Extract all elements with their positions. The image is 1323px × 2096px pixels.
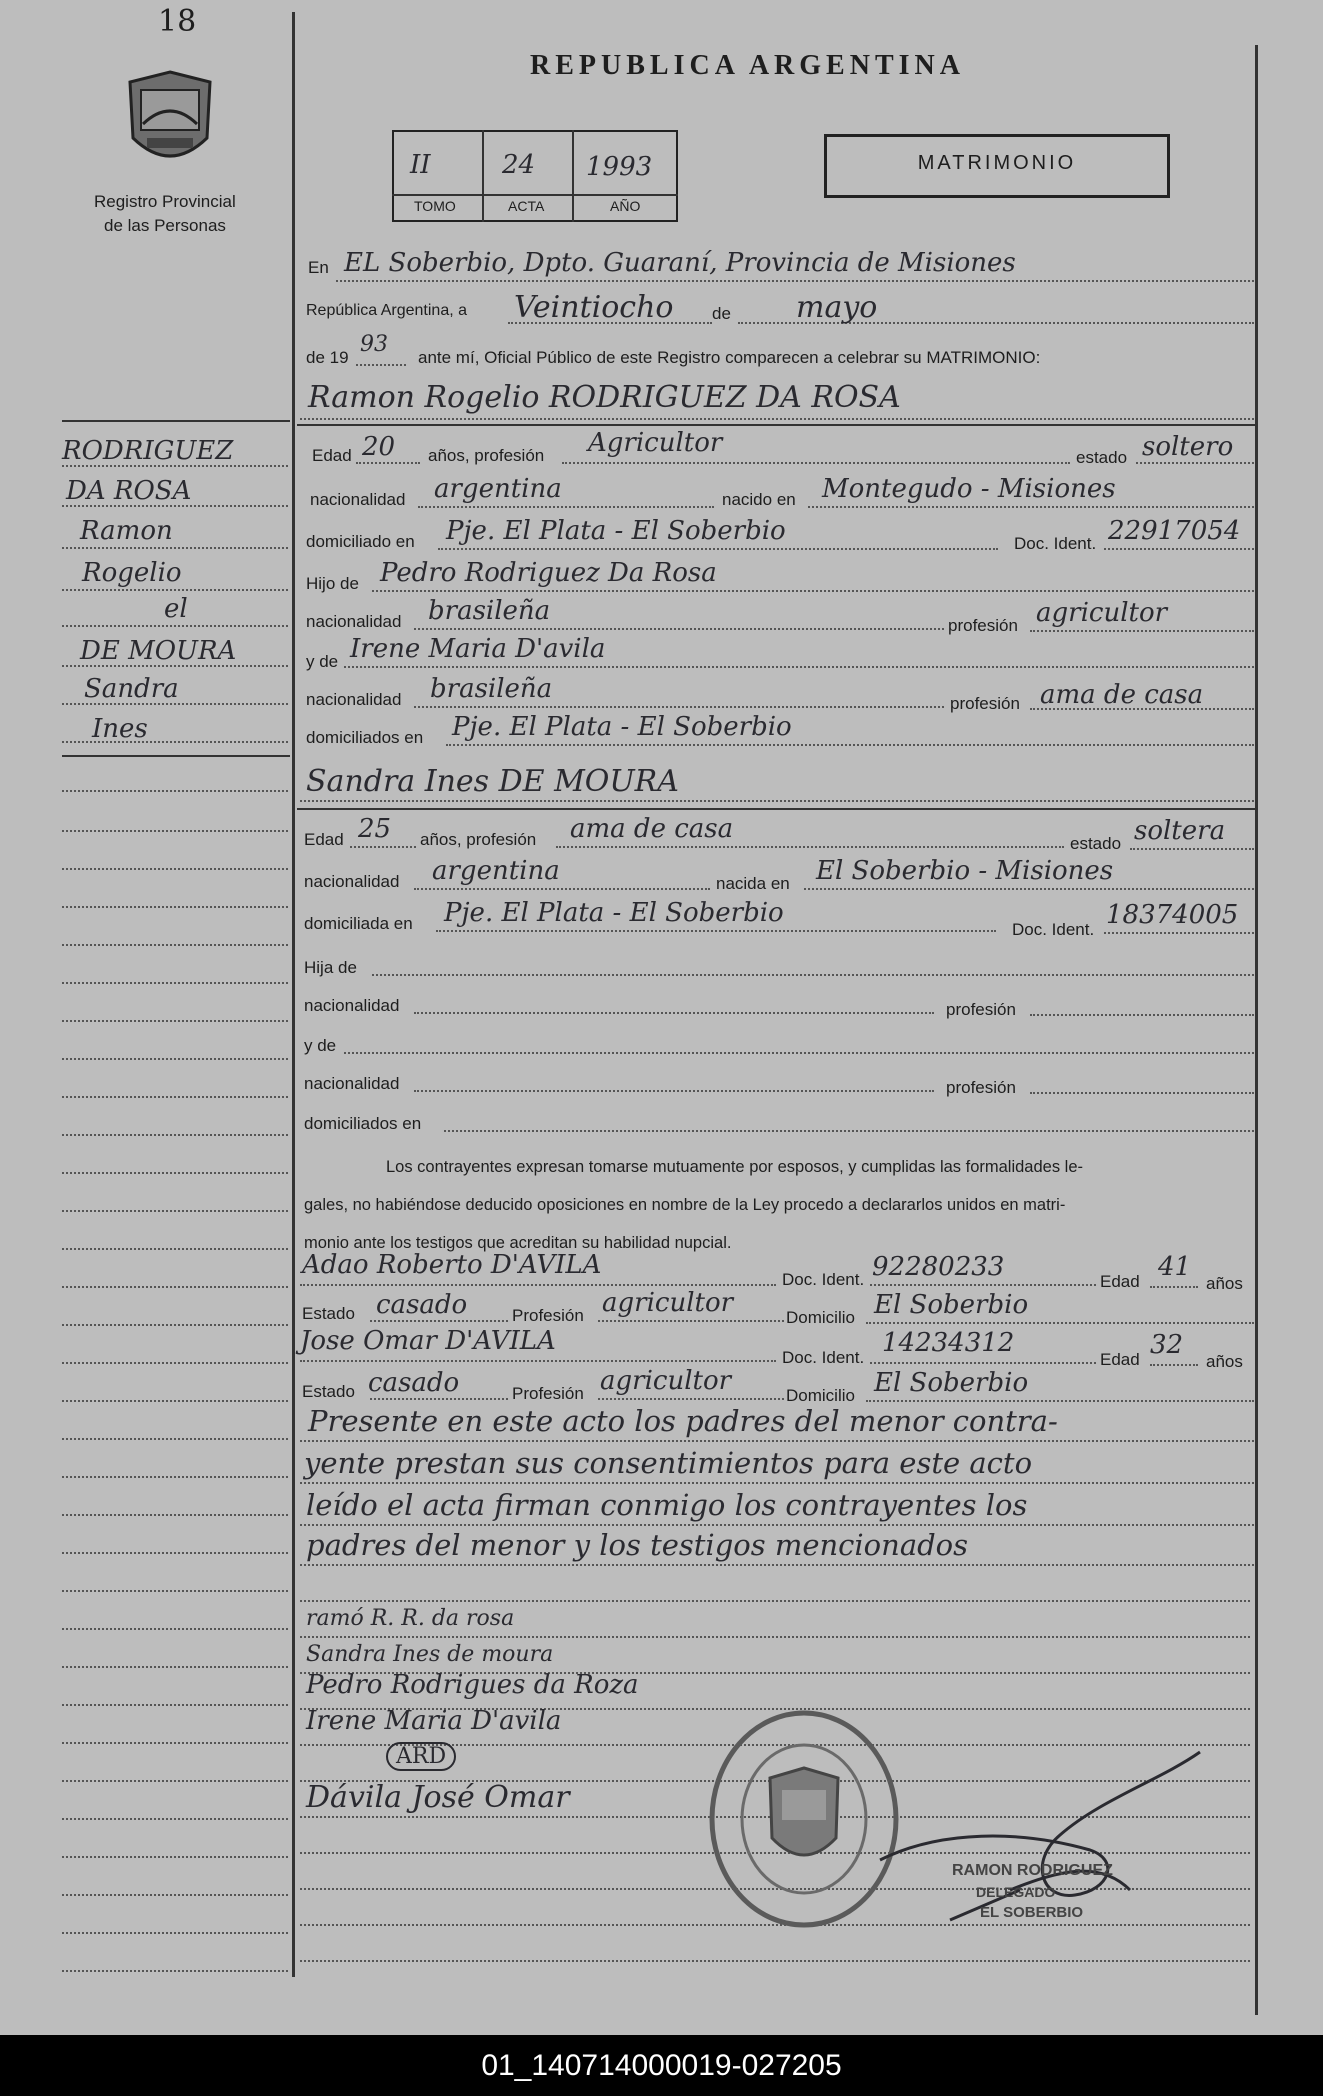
w1-estado-line (370, 1320, 508, 1322)
w1-anos-label: años (1206, 1274, 1243, 1293)
notes-line (300, 1482, 1254, 1484)
margin-line (62, 1628, 288, 1630)
groom-estado-line (1136, 462, 1254, 464)
registry-name: Registro Provincial (94, 192, 236, 211)
ano-value: 1993 (586, 152, 653, 182)
margin-line (62, 1020, 288, 1022)
bride-doc-line (1104, 932, 1254, 934)
witness1-domicile: El Soberbio (874, 1290, 1029, 1320)
parents-dom-line (446, 744, 1254, 746)
groom-dom-line (438, 548, 998, 550)
margin-line (62, 1362, 288, 1364)
groom-age-line (356, 462, 420, 464)
groom-estado: soltero (1142, 432, 1234, 462)
bride-dom2-line (444, 1130, 1254, 1132)
groom-mother: Irene Maria D'avila (350, 634, 606, 664)
w2-prof-label: Profesión (512, 1384, 584, 1403)
notes-line (300, 1440, 1254, 1442)
groom-birthplace: Montegudo - Misiones (822, 474, 1116, 504)
ano-label: AÑO (610, 198, 641, 214)
bride-prof2-label: profesión (946, 1000, 1016, 1019)
margin-rule-top (62, 420, 290, 422)
acta-label: ACTA (508, 198, 545, 214)
groom-doc: 22917054 (1108, 516, 1241, 546)
margin-note-line: Rogelio (82, 558, 182, 588)
signature-witness1: ARD (386, 1742, 456, 1771)
page-number: 18 (158, 4, 197, 39)
margin-line (62, 1400, 288, 1402)
groom-profession: Agricultor (588, 428, 723, 458)
notes-line (300, 1564, 1254, 1566)
margin-line (62, 1932, 288, 1934)
margin-line (62, 1438, 288, 1440)
bride-hija-label: Hija de (304, 958, 357, 977)
margin-line (62, 1476, 288, 1478)
official-place: EL SOBERBIO (980, 1904, 1084, 1921)
margin-line (62, 1324, 288, 1326)
year-suffix: 93 (360, 332, 388, 357)
witness2-age: 32 (1150, 1330, 1184, 1360)
bride-birthplace: El Soberbio - Misiones (816, 856, 1114, 886)
bride-domicile: Pje. El Plata - El Soberbio (444, 898, 784, 928)
witness2-domicile: El Soberbio (874, 1368, 1029, 1398)
witness1-name: Adao Roberto D'AVILA (302, 1250, 602, 1280)
witness2-profession: agricultor (600, 1366, 732, 1396)
groom-birth-line (808, 506, 1254, 508)
margin-line (62, 906, 288, 908)
w2-anos-label: años (1206, 1352, 1243, 1371)
margin-line (62, 1666, 288, 1668)
groom-name: Ramon Rogelio RODRIGUEZ DA ROSA (308, 380, 901, 415)
bride-dom2-label: domiciliados en (304, 1114, 422, 1133)
margin-line (62, 589, 288, 591)
bride-nac-label: nacionalidad (304, 872, 400, 891)
formal-line-2: gales, no habiéndose deducido oposiciones en nombre de la Ley procedo a declararlos unidos en matri- (304, 1196, 1066, 1214)
notes-line (300, 1524, 1254, 1526)
bride-birth-line (804, 888, 1254, 890)
w1-prof-label: Profesión (512, 1306, 584, 1325)
groom-edad-label: Edad (312, 446, 352, 465)
groom-block-top (297, 424, 1255, 426)
bride-prof3-label: profesión (946, 1078, 1016, 1097)
witness2-estado: casado (368, 1368, 460, 1398)
w1-estado-label: Estado (302, 1304, 355, 1323)
margin-line (62, 1096, 288, 1098)
groom-nac-label: nacionalidad (310, 490, 406, 509)
formal-line-1: Los contrayentes expresan tomarse mutuamente por esposos, y cumplidas las formalidades le- (386, 1158, 1084, 1176)
margin-line (62, 1856, 288, 1858)
country-title: REPUBLICA ARGENTINA (530, 50, 965, 81)
bride-nac2-line (414, 1012, 934, 1014)
margin-line (62, 1552, 288, 1554)
w2-estado-line (370, 1398, 508, 1400)
bride-yde-label: y de (304, 1036, 337, 1055)
margin-separator (292, 12, 295, 1977)
de19-label: de 19 (306, 348, 349, 367)
notes-line-1: Presente en este acto los padres del menor contra- (308, 1404, 1058, 1438)
margin-note-line: Ines (92, 714, 148, 744)
formal-line-3: monio ante los testigos que acreditan su habilidad nupcial. (304, 1234, 732, 1252)
groom-dom-label: domiciliado en (306, 532, 415, 551)
bride-prof3-line (1030, 1092, 1254, 1094)
bride-nac3-line (414, 1090, 934, 1092)
official-name: RAMON RODRIGUEZ (952, 1862, 1113, 1879)
w2-prof-line (598, 1398, 784, 1400)
de-label: de (712, 304, 731, 323)
w2-dom-label: Domicilio (786, 1386, 855, 1405)
w1-dom-label: Domicilio (786, 1308, 855, 1327)
republica-label: República Argentina, a (306, 302, 467, 319)
w1-doc-label: Doc. Ident. (782, 1270, 865, 1289)
father-prof-label: profesión (948, 616, 1018, 635)
day-value: Veintiocho (514, 290, 674, 325)
margin-note-line: Ramon (80, 516, 173, 546)
bride-estado: soltera (1134, 816, 1226, 846)
groom-estado-label: estado (1076, 448, 1128, 467)
image-caption: 01_140714000019-027205 (0, 2035, 1323, 2096)
bride-nationality: argentina (432, 856, 560, 886)
bride-prof2-line (1030, 1014, 1254, 1016)
place-line (336, 280, 1254, 282)
groom-name-line (300, 418, 1254, 420)
groom-mother-line (344, 666, 1254, 668)
mother-profession: ama de casa (1040, 680, 1204, 710)
registry-name-line2: de las Personas (104, 216, 226, 235)
tomo-label: TOMO (414, 198, 456, 214)
bride-block-top (297, 808, 1255, 810)
signature-mother: Irene Maria D'avila (306, 1706, 562, 1736)
father-nac-label: nacionalidad (306, 612, 402, 631)
margin-line (62, 1172, 288, 1174)
bride-age-line (350, 846, 416, 848)
bride-yde-line (344, 1052, 1254, 1054)
groom-father-line (372, 590, 1254, 592)
bride-doc-label: Doc. Ident. (1012, 920, 1095, 939)
w2-doc-label: Doc. Ident. (782, 1348, 865, 1367)
margin-line (62, 1894, 288, 1896)
margin-line (62, 944, 288, 946)
w2-doc-line (870, 1362, 1096, 1364)
signature-line (300, 1600, 1250, 1602)
margin-note-line: el (164, 594, 188, 624)
margin-line (62, 1818, 288, 1820)
margin-line (62, 982, 288, 984)
bride-profession: ama de casa (570, 814, 734, 844)
bride-dom-label: domiciliada en (304, 914, 413, 933)
provincial-emblem-icon (125, 68, 215, 176)
w1-edad-label: Edad (1100, 1272, 1140, 1291)
w2-dom-line (866, 1400, 1254, 1402)
margin-line (62, 1248, 288, 1250)
father-nat-line (414, 628, 944, 630)
bride-nac-line (414, 888, 710, 890)
tomo-value: II (410, 150, 431, 180)
parents-dom-label: domiciliados en (306, 728, 424, 747)
official-title: DELEGADO (976, 1884, 1056, 1900)
margin-line (62, 868, 288, 870)
groom-anos-label: años, profesión (428, 446, 545, 465)
acta-value: 24 (502, 150, 536, 180)
margin-note-line: Sandra (84, 674, 179, 704)
margin-line (62, 1058, 288, 1060)
father-prof-line (1030, 630, 1254, 632)
w2-edad-label: Edad (1100, 1350, 1140, 1369)
mother-nac-label: nacionalidad (306, 690, 402, 709)
signature-father: Pedro Rodrigues da Roza (306, 1670, 639, 1700)
bride-prof-line (556, 846, 1064, 848)
bride-name-line (300, 800, 1254, 802)
father-nationality: brasileña (428, 596, 551, 626)
mother-nationality: brasileña (430, 674, 553, 704)
bride-name: Sandra Ines DE MOURA (306, 764, 679, 799)
bride-dom-line (436, 930, 996, 932)
margin-line (62, 1514, 288, 1516)
groom-doc-line (1104, 548, 1254, 550)
margin-line (62, 790, 288, 792)
groom-nacido-label: nacido en (722, 490, 796, 509)
w1-prof-line (598, 1320, 784, 1322)
declaration-text: ante mí, Oficial Público de este Registro comparecen a celebrar su MATRIMONIO: (418, 348, 1041, 367)
en-label: En (308, 258, 329, 277)
groom-yde-label: y de (306, 652, 339, 671)
w2-age-line (1150, 1364, 1198, 1366)
w2-name-line (300, 1360, 776, 1362)
margin-line (62, 1780, 288, 1782)
margin-line (62, 1210, 288, 1212)
ref-divider-1 (482, 130, 484, 222)
groom-hijo-label: Hijo de (306, 574, 359, 593)
bride-hija-line (372, 974, 1254, 976)
signature-groom: ramó R. R. da rosa (306, 1606, 515, 1631)
bride-doc: 18374005 (1106, 900, 1239, 930)
groom-nationality: argentina (434, 474, 562, 504)
groom-doc-label: Doc. Ident. (1014, 534, 1097, 553)
margin-line (62, 625, 288, 627)
margin-note-line: RODRIGUEZ (62, 436, 234, 466)
parents-domicile: Pje. El Plata - El Soberbio (452, 712, 792, 742)
act-type: MATRIMONIO (917, 152, 1077, 174)
witness2-doc: 14234312 (882, 1328, 1015, 1358)
bride-nac2-label: nacionalidad (304, 996, 400, 1015)
margin-line (62, 1742, 288, 1744)
signature-bride: Sandra Ines de moura (306, 1642, 554, 1667)
notes-line-3: leído el acta firman conmigo los contrayentes los (306, 1488, 1028, 1522)
bride-nac3-label: nacionalidad (304, 1074, 400, 1093)
place-value: EL Soberbio, Dpto. Guaraní, Provincia de Misiones (344, 248, 1016, 278)
notes-line-4: padres del menor y los testigos mencionados (306, 1528, 969, 1562)
month-value: mayo (796, 290, 878, 325)
groom-father: Pedro Rodriguez Da Rosa (380, 558, 717, 588)
witness1-estado: casado (376, 1290, 468, 1320)
year-line (356, 364, 406, 366)
margin-note-line: DE MOURA (80, 636, 237, 666)
margin-line (62, 1134, 288, 1136)
margin-line (62, 1704, 288, 1706)
father-profession: agricultor (1036, 598, 1168, 628)
signature-witness2: Dávila José Omar (306, 1780, 570, 1815)
margin-line (62, 547, 288, 549)
signature-line (300, 1960, 1250, 1962)
groom-nac-line (418, 506, 714, 508)
groom-domicile: Pje. El Plata - El Soberbio (446, 516, 786, 546)
margin-note-line: DA ROSA (66, 476, 192, 506)
margin-line (62, 1286, 288, 1288)
margin-line (62, 830, 288, 832)
witness1-doc: 92280233 (872, 1252, 1005, 1282)
groom-age: 20 (362, 432, 396, 462)
witness1-age: 41 (1158, 1252, 1192, 1282)
w2-estado-label: Estado (302, 1382, 355, 1401)
right-border (1255, 45, 1258, 2015)
notes-line-2: yente prestan sus consentimientos para este acto (304, 1446, 1033, 1480)
bride-estado-line (1130, 848, 1254, 850)
bride-edad-label: Edad (304, 830, 344, 849)
margin-rule-mid (62, 755, 290, 757)
mother-prof-label: profesión (950, 694, 1020, 713)
margin-line (62, 1970, 288, 1972)
w1-age-line (1150, 1286, 1198, 1288)
bride-anos-label: años, profesión (420, 830, 537, 849)
margin-line (62, 1590, 288, 1592)
w1-name-line (300, 1284, 776, 1286)
witness2-name: Jose Omar D'AVILA (300, 1326, 556, 1356)
ref-label-rule (392, 194, 678, 196)
mother-nat-line (414, 706, 944, 708)
bride-nacida-label: nacida en (716, 874, 790, 893)
w1-doc-line (870, 1284, 1096, 1286)
witness1-profession: agricultor (602, 1288, 734, 1318)
signature-line (300, 1636, 1250, 1638)
ref-divider-2 (572, 130, 574, 222)
w1-dom-line (866, 1322, 1254, 1324)
bride-estado-label: estado (1070, 834, 1122, 853)
bride-age: 25 (358, 814, 392, 844)
groom-prof-line (562, 462, 1070, 464)
